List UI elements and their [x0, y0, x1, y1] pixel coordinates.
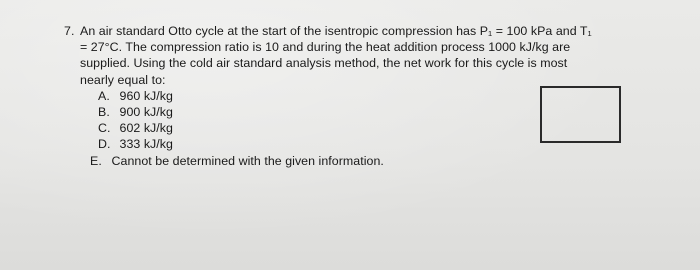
option-a-text: 960 kJ/kg: [119, 88, 173, 103]
answer-box[interactable]: [540, 86, 621, 143]
question-line-3: supplied. Using the cold air standard analysis method, the net work for this cycle is most: [80, 56, 568, 71]
option-d-letter: D.: [98, 137, 111, 152]
option-c-text: 602 kJ/kg: [119, 121, 173, 136]
option-d-text: 333 kJ/kg: [119, 137, 173, 152]
option-e-letter: E.: [90, 153, 102, 168]
option-b-text: 900 kJ/kg: [119, 105, 173, 120]
option-b-letter: B.: [98, 105, 110, 120]
question-line-1: An air standard Otto cycle at the start of the isentropic compression has P₁ = 100 kPa and T₁: [80, 24, 592, 38]
question-line-2: = 27°C. The compression ratio is 10 and during the heat addition process 1000 kJ/kg are: [80, 40, 571, 55]
question-number: 7.: [64, 24, 75, 38]
option-a-letter: A.: [98, 88, 110, 103]
option-e-text: Cannot be determined with the given information.: [111, 153, 384, 168]
option-c-letter: C.: [98, 121, 111, 136]
question-text: [80, 23, 624, 88]
option-e: [64, 153, 624, 169]
question-line-4: nearly equal to:: [80, 72, 166, 87]
question-stem: [64, 23, 624, 88]
